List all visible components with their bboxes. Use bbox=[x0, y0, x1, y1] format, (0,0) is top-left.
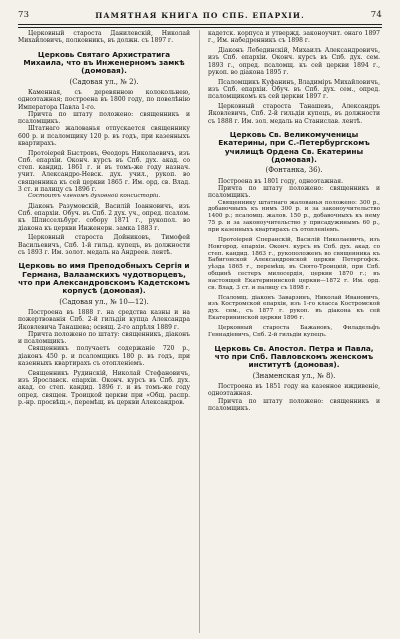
page-number-right: 74 bbox=[370, 10, 382, 20]
paragraph: Штатнаго жалованья отпускается священнику 600 р. и псаломщику 120 р. въ годъ, при казенныхъ квартирахъ. bbox=[18, 125, 190, 147]
paragraph: Священникъ получаетъ содержаніе 720 р., діаконъ 450 р. и псаломщикъ 180 р. въ годъ, при казенныхъ квартирахъ съ отопленіемъ. bbox=[18, 345, 190, 367]
left-column bbox=[18, 30, 190, 633]
paragraph: Причта по штату положено: священникъ и псаломщикъ. bbox=[18, 110, 190, 126]
section-heading: Церковь Св. Великомученицы Екатерины, при С.-Петербургскомъ училищѣ Ордена Св. Екатерины (домовая). bbox=[218, 129, 370, 164]
running-title: ПАМЯТНАЯ КНИГА ПО СПБ. ЕПАРХІИ. bbox=[95, 10, 305, 20]
paragraph: Причта по штату положено: священникъ и псаломщикъ. bbox=[208, 185, 380, 200]
section-address: (Фонтанка, 36). bbox=[265, 166, 323, 175]
paragraph: Причта положено по штату: священникъ, діаконъ и псаломщикъ. bbox=[18, 330, 190, 346]
clergy-entry: Церковный староста Танашевъ, Александръ Яковлевичъ, Спб. 2-й гильдіи купецъ, въ должности съ 1888 г. Им. зол. медаль на Станислав. лентѣ. bbox=[208, 103, 380, 125]
paragraph: Священнику штатнаго жалованья положено: 300 р., добавочныхъ къ нимъ 300 р. и за законоучительство 1400 р.; псаломщ. жалов. 150 р., добавочныхъ къ нему 75 р. и за законоучительство у присадужинымъ 60 р., при казенныхъ квартирахъ съ отопленіемъ. bbox=[208, 199, 380, 234]
paragraph: Построена въ 1888 г. на средства казны и на пожертвованія Спб. 2-й гильдіи купца Александра Яковлевича Танашева; освящ. 2-го апрѣля 1889 г. bbox=[18, 309, 190, 331]
clergy-entry: Церковный староста Бажановъ, Филадельфъ Геннадіевичъ, Спб. 2-й гильдіи купецъ. bbox=[208, 324, 380, 338]
header-rule bbox=[18, 24, 382, 28]
paragraph: кадетск. корпуса и утвержд. законоучит. онаго 1897 г., Им. набедренникъ съ 1898 г. bbox=[208, 30, 380, 45]
paragraph: Причта по штату положено: священникъ и псаломщикъ. bbox=[208, 397, 380, 412]
section-address: (Садовая ул., № 10—12). bbox=[59, 297, 149, 306]
italic-note: Состоитъ членомъ духовной консисторіи. bbox=[28, 193, 161, 200]
page-number-left: 73 bbox=[18, 10, 30, 20]
clergy-entry: Псаломщ. діаконъ Заварзинъ, Николай Ивановичъ, изъ Костромской епархіи, изъ 1-го класса Костромской дух. сем., съ 1877 г. рукоп. въ діакона къ сей Екатерининской церкви 1896 г. bbox=[208, 294, 380, 322]
paragraph: Построена въ 1851 году на казенное иждивеніе, одноэтажная. bbox=[208, 383, 380, 398]
running-header bbox=[18, 8, 382, 22]
paragraph: Построена въ 1801 году, одноэтажная. bbox=[218, 177, 344, 185]
clergy-entry: Діаконъ Лебединскій, Михаилъ Александровичъ, изъ Спб. епархіи. Оконч. курсъ въ Спб. дух. сем. 1893 г., опред. псаломщ. къ сей церкви 1894 г., рукоп. во діакона 1895 г. bbox=[208, 47, 380, 76]
clergy-entry: Діаконъ Разумовскій, Василій Іоанновичъ, изъ Спб. епархіи. Обуч. въ Спб. 2 дух. уч., опред. псалом. къ Шлиссельбург. собору 1871 г., рукопол. во діакона къ церкви Инженерн. замка 1883 г. bbox=[18, 202, 190, 232]
clergy-entry: Церковный староста Дойниковъ, Тимофей Васильевичъ, Спб. 1-й гильд. купецъ, въ должности съ 1893 г. Им. золот. медаль на Андреев. лентѣ. bbox=[18, 234, 190, 256]
right-column bbox=[208, 30, 380, 633]
section-heading: Церковь во имя Преподобныхъ Сергія и Германа, Валаамскихъ чудотворцевъ, что при Александровскомъ Кадетскомъ корпусѣ (домовая). bbox=[18, 261, 190, 296]
column-divider bbox=[199, 30, 200, 633]
section-heading: Церковь Святаго Архистратига Михаила, что въ Инженерномъ замкѣ (домовая). bbox=[23, 49, 185, 76]
clergy-entry: Протоіерей Сперанскій, Василій Николаевичъ, изъ Новгород. епархіи. Оконч. курсъ въ Спб. дух. акад. со степ. кандид. 1863 г., рукоположенъ во священника къ Бабигонской Александровской церкви Петергофск. уѣзда 1865 г., перемѣщ. въ Свято-Троицкій, при Спб. общинѣ сестеръ милосердія, церкви 1870 г.; въ настоящей Екатерининской церкви—1872 г. Им. орд. св. Влад. 3 ст. и палицу съ 1898 г. bbox=[208, 236, 380, 292]
clergy-entry: Священникъ Рудинскій, Николай Стефановичъ, изъ Ярославск. епархіи. Оконч. курсъ въ Спб. дух. акад. со степ. кандид. 1896 г. и въ томъ-же году опред. священ. Троицкой церкви при «Общ. распр. р.-нр. просвѣщ.», перемѣщ. въ церкви Александров. bbox=[18, 369, 190, 406]
paragraph: Каменная, съ деревянною колокольнею, одноэтажная; построена въ 1800 году, по повелѣнію Императора Павла 1-го. bbox=[18, 89, 190, 111]
section-address: (Знаменская ул., № 8). bbox=[252, 371, 336, 380]
section-heading: Церковь Св. Апостол. Петра и Павла, что при Спб. Павловскомъ женскомъ институтѣ (домовая). bbox=[214, 343, 374, 370]
paragraph: Церковный староста Данилевскій, Николай Михайловичъ, полковникъ, въ должн. съ 1897 г. bbox=[18, 30, 190, 45]
clergy-entry: Протоіерей Быстровъ, Өеодоръ Николаевичъ, изъ Спб. епархіи. Оконч. курсъ въ Спб. дух. акад. со степ. кандид. 1861 г. и въ томъ-же году назнач. учит. Александро-Невск. дух. учил., рукоп. во священника къ сей церкви 1865 г. Им. орд. св. Влад. 3 ст. и палицу съ 1896 г. bbox=[18, 149, 190, 193]
clergy-entry: Псаломщикъ Куфанинъ, Владиміръ Михайловичъ, изъ Спб. епархіи. Обуч. въ Спб. дух. сем., опред. псаломщикомъ къ сей церкви 1897 г. bbox=[208, 78, 380, 101]
section-address: (Садовая ул., № 2). bbox=[69, 77, 139, 86]
